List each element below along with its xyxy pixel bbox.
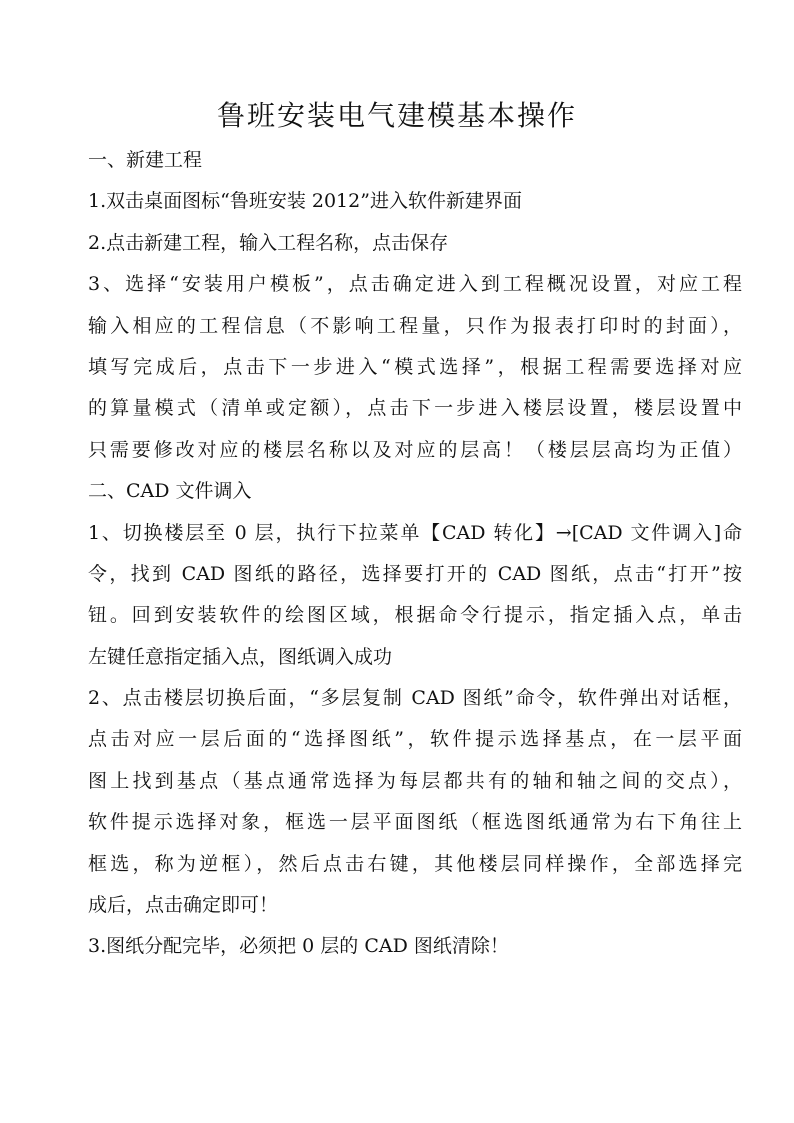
paragraph-line: 点击对应一层后面的“选择图纸”，软件提示选择基点，在一层平面	[88, 728, 742, 751]
paragraph-line: 3.图纸分配完毕，必须把 0 层的 CAD 图纸清除！	[88, 935, 509, 958]
paragraph-line: 2.点击新建工程，输入工程名称，点击保存	[88, 231, 449, 254]
paragraph-line: 左键任意指定插入点，图纸调入成功	[88, 645, 393, 668]
paragraph-line: 1.双击桌面图标“鲁班安装 2012”进入软件新建界面	[88, 190, 522, 213]
paragraph-line: 的算量模式（清单或定额），点击下一步进入楼层设置，楼层设置中	[88, 397, 742, 420]
document-body	[88, 140, 742, 968]
paragraph-line: 输入相应的工程信息（不影响工程量，只作为报表打印时的封面），	[88, 314, 742, 337]
paragraph-line: 3、选择“安装用户模板”，点击确定进入到工程概况设置，对应工程	[88, 273, 742, 296]
paragraph-line: 成后，点击确定即可！	[88, 894, 279, 917]
paragraph-line: 软件提示选择对象，框选一层平面图纸（框选图纸通常为右下角往上	[88, 811, 742, 834]
paragraph-line: 1、切换楼层至 0 层，执行下拉菜单【CAD 转化】→[CAD 文件调入]命	[88, 521, 742, 544]
paragraph-line: 填写完成后，点击下一步进入“模式选择”，根据工程需要选择对应	[88, 355, 742, 378]
section-heading-new-project: 一、新建工程	[88, 149, 203, 171]
paragraph-line: 2、点击楼层切换后面，“多层复制 CAD 图纸”命令，软件弹出对话框，	[88, 687, 742, 710]
document-title: 鲁班安装电气建模基本操作	[216, 99, 577, 132]
section-heading-cad-import: 二、CAD 文件调入	[88, 480, 252, 503]
paragraph-line: 令，找到 CAD 图纸的路径，选择要打开的 CAD 图纸，点击“打开”按	[88, 562, 742, 585]
paragraph-line: 只需要修改对应的楼层名称以及对应的层高！（楼层层高均为正值）	[88, 438, 742, 461]
paragraph-line: 钮。回到安装软件的绘图区域，根据命令行提示，指定插入点，单击	[88, 604, 742, 627]
paragraph-line: 图上找到基点（基点通常选择为每层都共有的轴和轴之间的交点），	[88, 769, 742, 792]
paragraph-line: 框选，称为逆框），然后点击右键，其他楼层同样操作，全部选择完	[88, 852, 742, 875]
